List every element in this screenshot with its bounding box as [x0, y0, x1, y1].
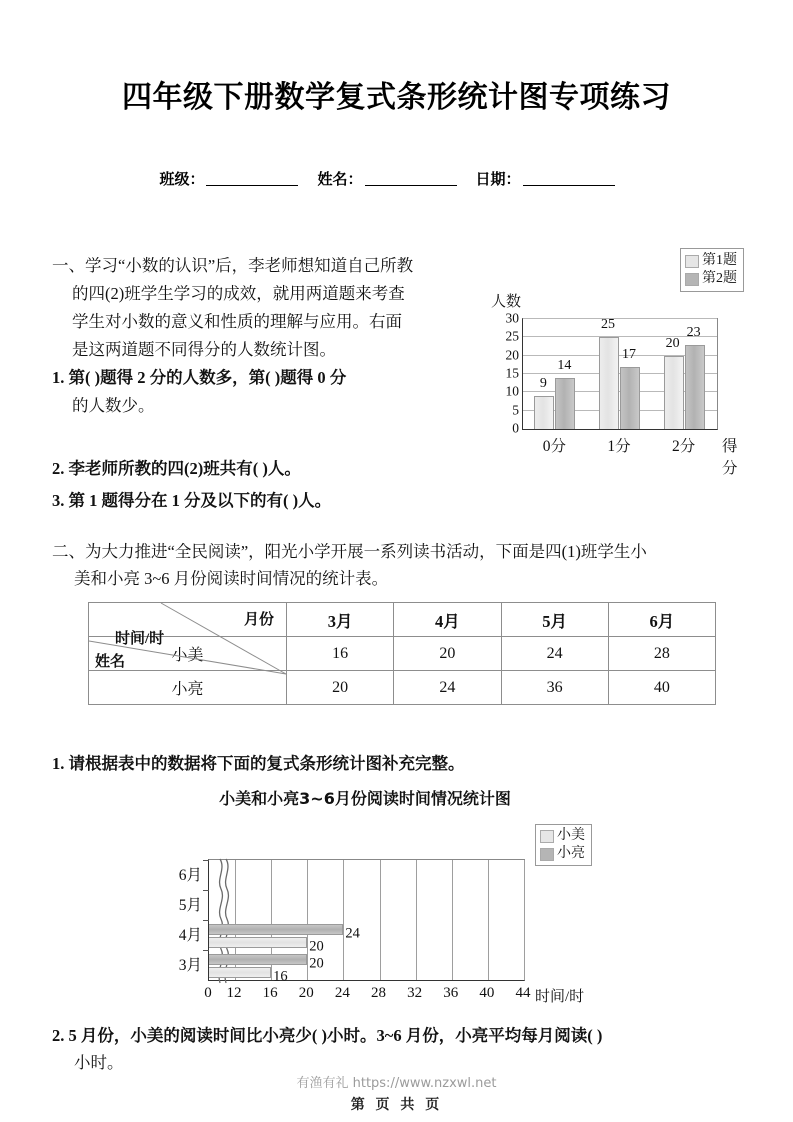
chart2-gridline	[524, 860, 525, 980]
chart2-gridline	[488, 860, 489, 980]
table-col-header-0: 3月	[287, 603, 394, 637]
section-one-line-3: 学生对小数的意义和性质的理解与应用。右面	[72, 312, 402, 331]
chart1-y-tick-label: 0	[512, 420, 519, 436]
table-row-name-1: 小亮	[89, 671, 287, 705]
chart1-legend-item-2	[685, 270, 737, 288]
legend-swatch-icon	[540, 830, 554, 843]
watermark: 有渔有礼 https://www.nzxwl.net	[296, 1076, 497, 1091]
name-label: 姓名：	[317, 170, 363, 188]
chart2-x-tick-label: 20	[298, 985, 314, 1001]
table-cell-r0c2: 24	[501, 637, 608, 671]
chart1-x-tick-label: 1分	[607, 438, 631, 455]
chart2-bar-value-label: 16	[273, 968, 288, 985]
table-cell-r0c1: 20	[394, 637, 501, 671]
chart1-y-tick-label: 30	[505, 310, 519, 326]
chart1-legend-label-1: 第1题	[702, 253, 737, 268]
chart1-bar-value-label: 17	[622, 346, 636, 362]
section-two-text	[52, 538, 752, 592]
chart2-axis-tick	[203, 950, 209, 951]
section-one-line-1: 一、学习“小数的认识”后，李老师想知道自己所教	[52, 256, 414, 275]
chart1-bar-value-label: 20	[665, 335, 680, 351]
chart2-bar	[209, 924, 343, 935]
chart1-x-tick-label: 2分	[672, 438, 696, 455]
chart2-y-tick-label: 4月	[178, 927, 202, 944]
page-title: 四年级下册数学复式条形统计图专项练习	[122, 80, 671, 115]
section-one-question-3: 3. 第 1 题得分在 1 分及以下的有( )人。	[52, 491, 332, 510]
chart1-bar	[599, 337, 619, 429]
section-one-question-1: 1. 第( )题得 2 分的人数多，第( )题得 0 分	[52, 368, 347, 387]
chart2-gridline	[307, 860, 308, 980]
chart1-bar-value-label: 25	[601, 317, 615, 333]
chart2-x-tick-label: 12	[226, 985, 242, 1001]
table-corner-name-label: 姓名	[95, 654, 126, 670]
chart1-legend-label-2: 第2题	[702, 271, 737, 286]
chart2-legend-item-1	[540, 827, 585, 845]
chart2-y-tick-label: 6月	[178, 867, 202, 884]
chart2-legend-label-1: 小美	[557, 828, 585, 843]
section-two-line-1: 二、为大力推进“全民阅读”，阳光小学开展一系列读书活动，下面是四(1)班学生小	[52, 542, 647, 561]
chart2-x-tick-label: 24	[334, 985, 350, 1001]
chart1-bar	[534, 396, 554, 429]
chart2-bar-value-label: 20	[309, 938, 324, 955]
table-row-name-0: 小美	[89, 637, 287, 671]
legend-swatch-icon	[685, 273, 699, 286]
table-header-row	[89, 603, 716, 637]
chart2-x-tick-label: 40	[479, 985, 495, 1001]
table-col-header-3: 6月	[608, 603, 715, 637]
legend-swatch-icon	[540, 848, 554, 861]
section-one-question-1-cont: 的人数少。	[72, 396, 155, 415]
section-two-line-2: 美和小亮 3~6 月份阅读时间情况的统计表。	[74, 569, 389, 588]
legend-swatch-icon	[685, 255, 699, 268]
chart2-gridline	[343, 860, 344, 980]
chart2-x-tick-label: 32	[407, 985, 423, 1001]
student-info-line	[0, 168, 793, 189]
chart1-x-axis-title: 得分	[722, 438, 738, 477]
chart2-y-tick-label: 5月	[178, 897, 202, 914]
chart2-legend-label-2: 小亮	[557, 846, 585, 861]
section-two-question-2-line-1: 2. 5 月份，小美的阅读时间比小亮少( )小时。3~6 月份，小亮平均每月阅读( )	[52, 1026, 603, 1045]
table-cell-r1c3: 40	[608, 671, 715, 705]
chart2-x-tick-label: 16	[262, 985, 278, 1001]
section-two-question-1: 1. 请根据表中的数据将下面的复式条形统计图补充完整。	[52, 754, 465, 773]
section-one-line-2: 的四(2)班学生学习的成效，就用两道题来考查	[72, 284, 405, 303]
chart1-y-tick-label: 10	[505, 384, 519, 400]
chart1-bar	[620, 367, 640, 429]
table-corner-month-label: 月份	[243, 612, 274, 628]
chart2-plot-area	[208, 859, 525, 981]
reading-time-table-wrapper	[88, 602, 716, 705]
section-one-question-2: 2. 李老师所教的四(2)班共有( )人。	[52, 459, 301, 478]
chart1-y-tick-label: 5	[512, 402, 519, 418]
chart2-bar-value-label: 24	[345, 925, 360, 942]
scores-bar-chart	[484, 248, 746, 477]
chart1-bar	[664, 356, 684, 429]
chart2-axis-tick	[203, 860, 209, 861]
chart2-bar	[209, 967, 271, 978]
chart1-legend-item-1	[685, 252, 737, 270]
table-corner-time-label: 时间/时	[115, 631, 165, 647]
chart1-y-tick-label: 20	[505, 347, 519, 363]
section-one-text	[52, 252, 482, 420]
chart2-y-tick-label: 3月	[178, 957, 202, 974]
chart1-bar	[685, 345, 705, 429]
chart1-x-tick-label: 0分	[542, 438, 566, 455]
chart1-y-tick-label: 15	[505, 365, 519, 381]
chart2-gridline	[380, 860, 381, 980]
chart2-x-tick-label: 36	[443, 985, 459, 1001]
name-blank[interactable]	[365, 185, 457, 186]
section-one-line-4: 是这两道题不同得分的人数统计图。	[72, 340, 336, 359]
table-cell-r0c3: 28	[608, 637, 715, 671]
date-blank[interactable]	[523, 185, 615, 186]
reading-time-bar-chart	[150, 786, 650, 1018]
table-col-header-2: 5月	[501, 603, 608, 637]
table-col-header-1: 4月	[394, 603, 501, 637]
class-label: 班级：	[159, 170, 205, 188]
chart1-y-axis-title: 人数	[491, 294, 522, 310]
table-cell-r1c0: 20	[287, 671, 394, 705]
chart2-bar	[209, 937, 307, 948]
chart2-bar-value-label: 20	[309, 955, 324, 972]
chart2-axis-tick	[203, 890, 209, 891]
chart2-gridline	[416, 860, 417, 980]
table-cell-r0c0: 16	[287, 637, 394, 671]
chart2-x-axis-title: 时间/时	[535, 989, 585, 1005]
chart1-legend	[680, 248, 744, 292]
chart2-x-tick-label: 28	[371, 985, 386, 1001]
chart2-bar	[209, 954, 307, 965]
chart2-legend	[535, 824, 592, 866]
reading-time-table	[88, 602, 716, 705]
chart1-y-tick-label: 25	[505, 329, 519, 345]
chart1-bar	[555, 378, 575, 429]
chart2-gridline	[452, 860, 453, 980]
chart1-bar-value-label: 9	[539, 376, 547, 391]
table-cell-r1c2: 36	[501, 671, 608, 705]
chart2-x-tick-label: 44	[515, 985, 531, 1001]
chart1-bar-value-label: 23	[686, 324, 701, 340]
date-field[interactable]	[476, 170, 620, 188]
section-two-question-2-line-2: 小时。	[74, 1053, 124, 1072]
chart2-title: 小美和小亮3~6月份阅读时间情况统计图	[219, 789, 511, 808]
date-label: 日期：	[475, 170, 521, 188]
class-field[interactable]	[159, 170, 303, 188]
chart2-axis-tick	[203, 920, 209, 921]
chart1-bar-value-label: 14	[557, 357, 572, 373]
class-blank[interactable]	[206, 185, 298, 186]
table-cell-r1c1: 24	[394, 671, 501, 705]
section-two-question-2	[52, 1022, 752, 1076]
table-row	[89, 671, 716, 705]
chart2-x-tick-label: 0	[204, 985, 212, 1001]
chart2-legend-item-2	[540, 845, 585, 863]
name-field[interactable]	[317, 170, 461, 188]
page-footer: 第 页 共 页	[350, 1097, 443, 1113]
